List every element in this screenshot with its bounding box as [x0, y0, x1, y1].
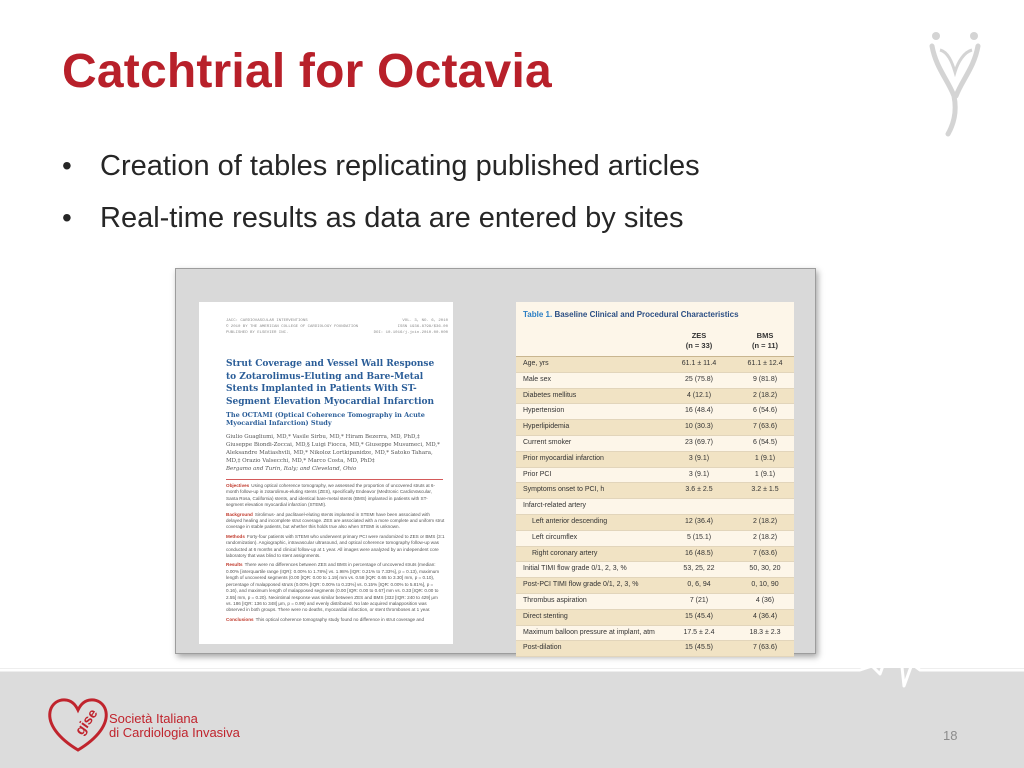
- article-title: Strut Coverage and Vessel Wall Response to Zotarolimus-Eluting and Bare-Metal Stents Implanted in Patients With ST-Segment Elevation Myocardial Infarction: [226, 359, 435, 407]
- bullet-list: [62, 146, 700, 250]
- ecg-line: [0, 600, 1024, 700]
- cell-bms: 50, 30, 20: [749, 565, 781, 573]
- row-label: Male sex: [523, 375, 552, 383]
- slide-title: Catchtrial for Octavia: [62, 45, 552, 98]
- heart-figure-logo: [926, 28, 986, 140]
- cell-zes: 0, 6, 94: [687, 581, 711, 589]
- table-row: [516, 452, 794, 468]
- table-row: [516, 404, 794, 420]
- cell-zes: 4 (12.1): [686, 391, 712, 399]
- row-label: Prior myocardial infarction: [523, 454, 604, 462]
- article-subtitle: The OCTAMI (Optical Coherence Tomography in Acute Myocardial Infarction) Study: [226, 411, 425, 427]
- cell-bms: 61.1 ± 12.4: [747, 360, 783, 367]
- table-row: [516, 420, 794, 436]
- cell-zes: 61.1 ± 11.4: [681, 360, 717, 367]
- table-row: [516, 436, 794, 452]
- row-label: Post-dilation: [523, 644, 562, 652]
- row-label: Prior PCI: [523, 470, 552, 478]
- row-label: Thrombus aspiration: [523, 596, 587, 604]
- row-label: Age, yrs: [523, 360, 549, 367]
- cell-zes: 23 (69.7): [684, 438, 714, 446]
- row-label: Symptoms onset to PCI, h: [523, 486, 605, 494]
- cell-bms: 7 (63.6): [752, 549, 778, 557]
- divider: [226, 479, 443, 480]
- journal-header: [226, 318, 448, 336]
- table-row: [516, 499, 794, 515]
- journal-copyright: © 2010 BY THE AMERICAN COLLEGE OF CARDIOLOGY FOUNDATION: [226, 325, 359, 329]
- society-line-1: Società Italiana: [109, 711, 198, 726]
- table-caption-label: Table 1.: [523, 310, 553, 319]
- journal-publisher: PUBLISHED BY ELSEVIER INC.: [226, 331, 289, 335]
- row-label: Left anterior descending: [532, 517, 608, 525]
- row-label: Post-PCI TIMI flow grade 0/1, 2, 3, %: [523, 581, 639, 589]
- cell-zes: 25 (75.8): [684, 375, 714, 383]
- journal-name: JACC: CARDIOVASCULAR INTERVENTIONS: [226, 319, 308, 323]
- cell-bms: 2 (18.2): [752, 517, 778, 525]
- society-line-2: di Cardiologia Invasiva: [109, 725, 240, 740]
- row-label: Hypertension: [523, 407, 565, 415]
- table-caption-text: Baseline Clinical and Procedural Characteristics: [554, 310, 739, 319]
- cell-bms: 9 (81.8): [752, 375, 778, 383]
- abstract-objectives: Objectives Using optical coherence tomography, we assessed the proportion of uncovered struts at 6-month follow-up in zotarolimus-eluting stents (ZES), specifically Endeavor (Medtronic CardioVascular, Santa Rosa, California) stents, and identical bare-metal stents (BMS) implanted in patients with ST-segment elevation myocardial infarction (STEMI).: [226, 483, 436, 508]
- society-name: [109, 712, 240, 740]
- bullet-item: • Creation of tables replicating published articles: [62, 146, 700, 198]
- cell-bms: 2 (18.2): [752, 533, 778, 541]
- table-row: [516, 578, 794, 594]
- row-label: Left circumflex: [532, 533, 578, 541]
- table-row: [516, 468, 794, 484]
- cell-bms: 1 (9.1): [754, 454, 776, 462]
- cell-bms: 0, 10, 90: [751, 581, 779, 589]
- table-header: [516, 328, 794, 357]
- journal-issn: ISSN 1936-8798/$36.00: [397, 325, 448, 329]
- row-label: Maximum balloon pressure at implant, atm: [523, 628, 655, 636]
- article-page: [199, 302, 453, 644]
- col-bms-name: BMS: [756, 331, 774, 340]
- table-caption: [516, 302, 794, 328]
- cell-zes: 3 (9.1): [688, 454, 710, 462]
- row-label: Right coronary artery: [532, 549, 598, 557]
- cell-bms: 2 (18.2): [752, 391, 778, 399]
- row-label: Hyperlipidemia: [523, 423, 570, 431]
- cell-zes: 17.5 ± 2.4: [683, 628, 715, 636]
- journal-doi: DOI: 10.1016/j.jcin.2010.00.000: [373, 331, 448, 335]
- journal-volume: VOL. 3, NO. 6, 2010: [402, 319, 448, 323]
- cell-bms: 3.2 ± 1.5: [751, 486, 779, 494]
- row-label: Direct stenting: [523, 612, 568, 620]
- cell-zes: [659, 499, 739, 514]
- cell-bms: 4 (36.4): [752, 612, 778, 620]
- cell-zes: 15 (45.4): [684, 612, 714, 620]
- cell-bms: 18.3 ± 2.3: [749, 628, 781, 636]
- screenshot-frame: [175, 268, 816, 654]
- cell-zes: 7 (21): [689, 596, 709, 604]
- cell-bms: [739, 499, 791, 514]
- abstract-results: Results There were no differences between ZES and BMS in percentage of uncovered struts (median: 0.00% [interquartile range (IQR): 0.00% to 1.78%] vs. 1.98% [IQR: 0.21% to 7.33%], p = 0.13), maximum length of uncovered segments (0.00 [IQR: 0.00 to 1.19] mm vs. 0.58 [IQR: 0.65 to 3.30] mm, p = 0.10), percentage of malapposed struts (0.00% [IQR: 0.00% to 0.23%] vs. 0.15% [IQR: 0.00% to 5.81%], p = 0.16), and maximum length of malapposed segments (0.00 [IQR: 0.00 to 0.67] mm vs. 0.33 [IQR: 0.00 to 2.55] mm, p = 0.20). Neointimal response was similar between ZES and BMS (332 [IQR: 240 to 429] μm vs. 186 [IQR: 136 to 348] μm, p = 0.99) and evenly distributed. No late acquired malapposition was observed in both groups. There were no deaths, myocardial infarction, or stent thromboses at 1 year.: [226, 562, 440, 613]
- table-row: [516, 483, 794, 499]
- table-row: [516, 357, 794, 373]
- cell-zes: 15 (45.5): [684, 644, 714, 652]
- cell-zes: 16 (48.4): [684, 407, 714, 415]
- cell-bms: 6 (54.6): [752, 407, 778, 415]
- gise-logo-text: gise: [71, 705, 101, 738]
- table-row: [516, 547, 794, 563]
- bullet-item: • Real-time results as data are entered by sites: [62, 198, 700, 250]
- cell-zes: 3 (9.1): [688, 470, 710, 478]
- baseline-table: [516, 302, 794, 652]
- col-zes-name: ZES: [691, 331, 707, 340]
- row-label: Initial TIMI flow grade 0/1, 2, 3, %: [523, 565, 627, 573]
- table-row: [516, 389, 794, 405]
- page-number: 18: [943, 728, 958, 743]
- cell-bms: 6 (54.5): [752, 438, 778, 446]
- cell-zes: 10 (30.3): [684, 423, 714, 431]
- cell-zes: 12 (36.4): [684, 517, 714, 525]
- cell-bms: 1 (9.1): [754, 470, 776, 478]
- cell-zes: 16 (48.5): [684, 549, 714, 557]
- cell-bms: 7 (63.6): [752, 423, 778, 431]
- table-row: [516, 373, 794, 389]
- abstract-background: Background Sirolimus- and paclitaxel-eluting stents implanted in STEMI have been associated with delayed healing and incomplete strut coverage. ZES are associated with a more complete and uniform strut coverage in stable patients, but whether this holds true also when STEMI is unknown.: [226, 511, 445, 530]
- table-row: [516, 562, 794, 578]
- cell-zes: 3.6 ± 2.5: [685, 486, 713, 494]
- col-bms-n: (n = 11): [751, 341, 779, 350]
- cell-bms: 7 (63.6): [752, 644, 778, 652]
- cell-zes: 5 (15.1): [686, 533, 712, 541]
- row-label: Infarct-related artery: [523, 502, 587, 510]
- cell-bms: 4 (36): [755, 596, 775, 604]
- cell-zes: 53, 25, 22: [683, 565, 715, 573]
- article-authors: Giulio Guagliumi, MD,* Vasile Sirbu, MD,* Hiram Bezerra, MD, PhD,‡ Giuseppe Biondi-Zoccai, MD,§ Luigi Fiocca, MD,* Giuseppe Musumeci, MD,* Aleksandre Matiashvili, MD,* Nikoloz Lortkipanidze, MD,* Satoko Tahara, MD,‡ Orazio Valsecchi, MD,* Marco Costa, MD, PhD‡: [226, 434, 440, 464]
- table-row: [516, 531, 794, 547]
- col-zes-n: (n = 33): [685, 341, 713, 350]
- abstract-conclusions: Conclusions This optical coherence tomography study found no difference in strut coverage and: [226, 616, 425, 622]
- row-label: Diabetes mellitus: [523, 391, 577, 399]
- row-label: Current smoker: [523, 438, 572, 446]
- abstract-methods: Methods Forty-four patients with STEMI who underwent primary PCI were randomized to ZES or BMS (3:1 randomization). Angiographic, intravascular ultrasound, and optical coherence tomography follow-up was conducted at 6 months and clinical follow-up at 1 year. All images were analyzed by an independent core laboratory that was blind to stent assignments.: [226, 533, 445, 559]
- article-location: Bergamo and Turin, Italy; and Cleveland, Ohio: [226, 466, 357, 472]
- gise-logo: [46, 694, 110, 754]
- table-row: [516, 515, 794, 531]
